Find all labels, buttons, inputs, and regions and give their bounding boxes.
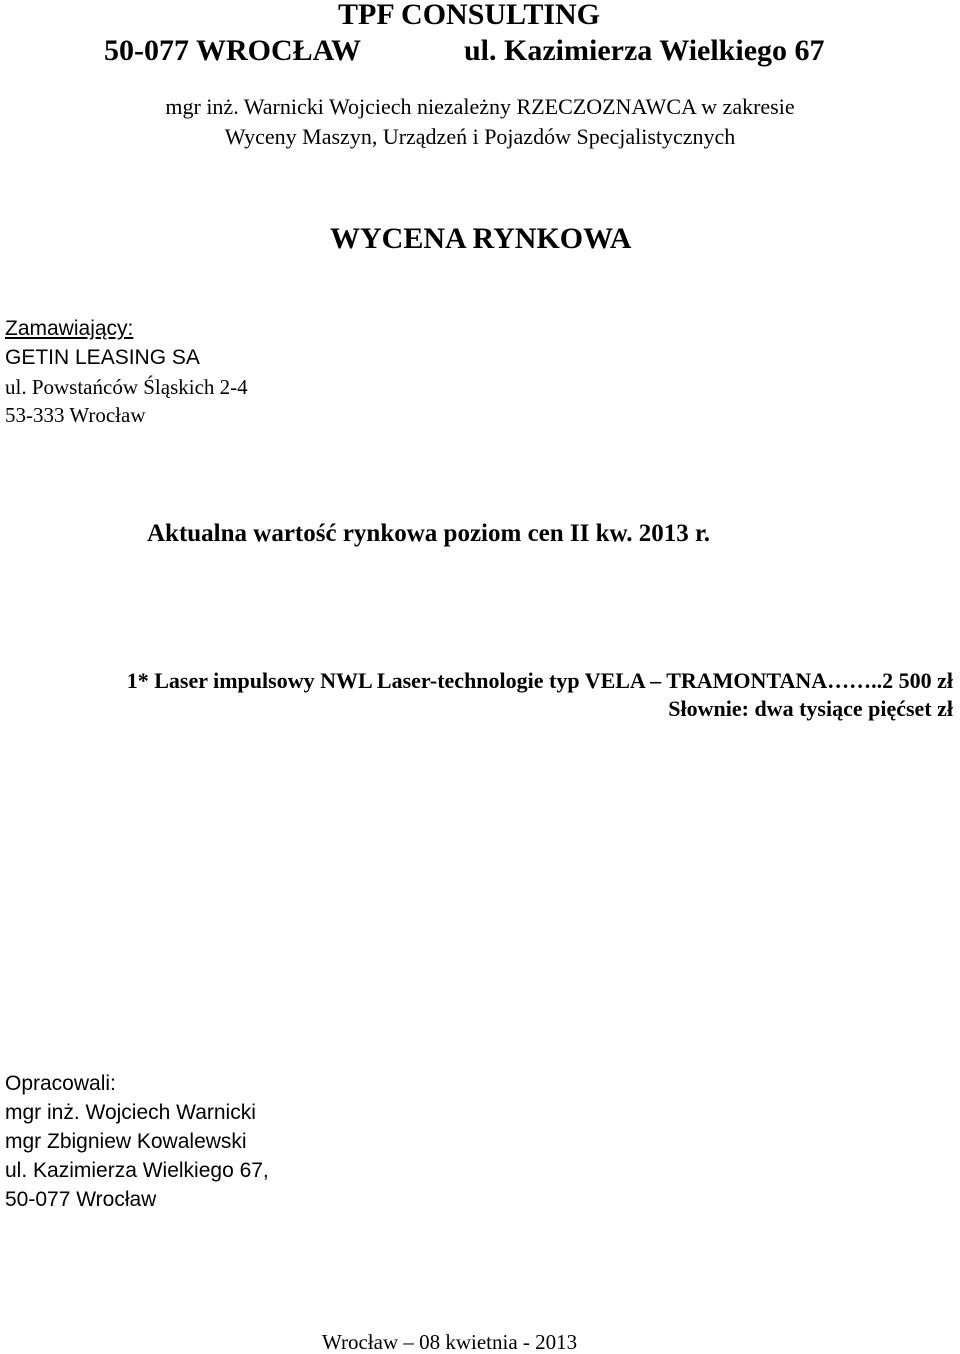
prepared-by-city: 50-077 Wrocław [5, 1188, 157, 1211]
prepared-by-person-2: mgr Zbigniew Kowalewski [5, 1130, 247, 1153]
client-city: 53-333 Wrocław [5, 403, 146, 427]
item-amount-in-words: Słownie: dwa tysiące pięćset zł [668, 696, 953, 721]
prepared-by-label: Opracowali: [5, 1072, 116, 1095]
expert-description-line-2: Wyceny Maszyn, Urządzeń i Pojazdów Specjalistycznych [224, 124, 736, 149]
valuation-basis: Aktualna wartość rynkowa poziom cen II kw. 2013 r. [147, 520, 711, 547]
client-street: ul. Powstańców Śląskich 2-4 [5, 375, 248, 399]
client-name: GETIN LEASING SA [5, 346, 200, 369]
company-street: ul. Kazimierza Wielkiego 67 [464, 34, 825, 67]
prepared-by-street: ul. Kazimierza Wielkiego 67, [5, 1159, 269, 1182]
company-name: TPF CONSULTING [338, 0, 601, 31]
item-line: 1* Laser impulsowy NWL Laser-technologie typ VELA – TRAMONTANA……..2 500 zł [126, 668, 953, 693]
prepared-by-person-1: mgr inż. Wojciech Warnicki [5, 1101, 256, 1124]
place-and-date: Wrocław – 08 kwietnia - 2013 [322, 1330, 578, 1354]
company-city: 50-077 WROCŁAW [104, 34, 361, 67]
document-title: WYCENA RYNKOWA [330, 222, 632, 255]
expert-description-line-1: mgr inż. Warnicki Wojciech niezależny RZECZOZNAWCA w zakresie [165, 94, 795, 119]
client-label: Zamawiający: [5, 317, 134, 340]
